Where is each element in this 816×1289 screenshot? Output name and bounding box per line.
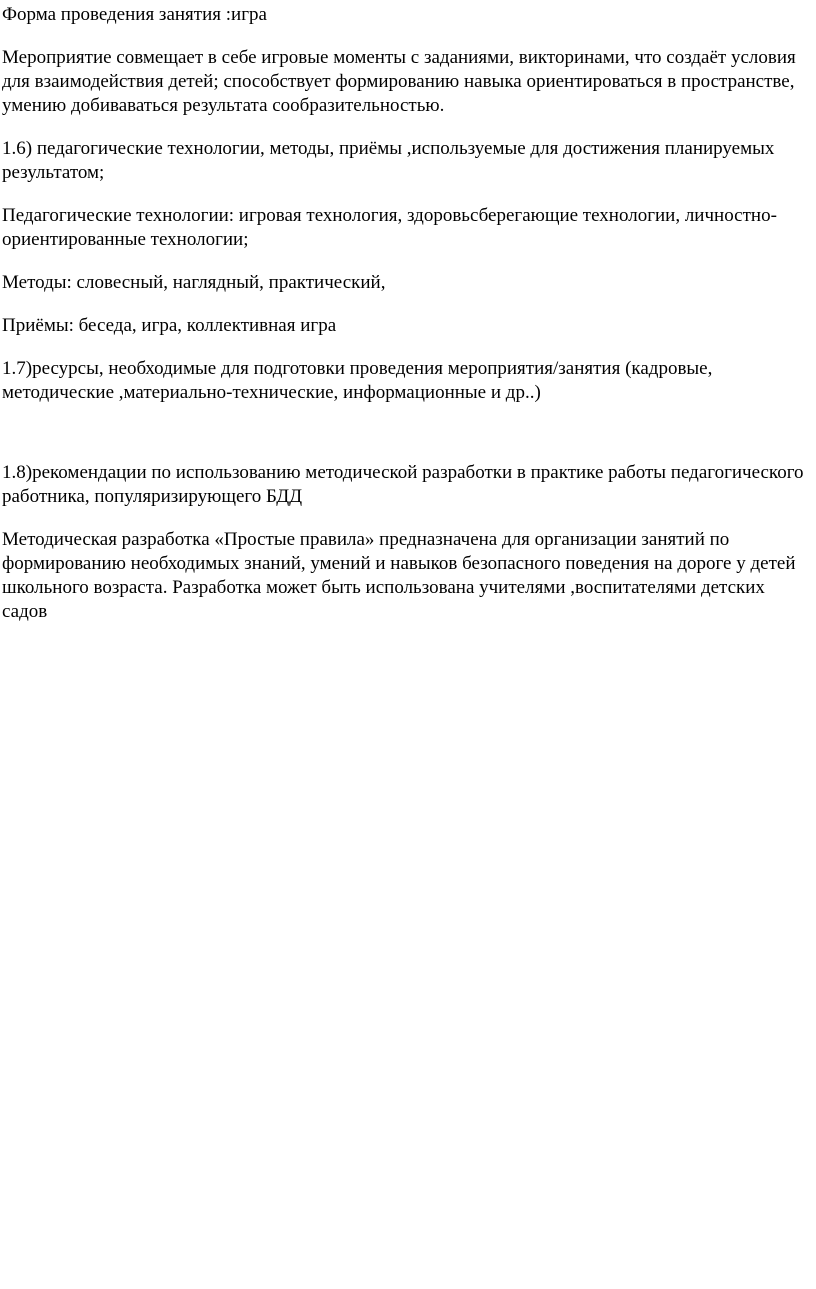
- event-description-paragraph: Мероприятие совмещает в себе игровые моменты с заданиями, викторинами, что создаёт условия для взаимодействия детей; способствует формированию навыка ориентироваться в пространстве, умению добиваваться результата сообразительностью.: [2, 47, 796, 116]
- pedagogical-technologies-paragraph: Педагогические технологии: игровая технология, здоровьсберегающие технологии, личностно-ориентированные технологии;: [2, 205, 777, 250]
- section-1-7-heading: 1.7)ресурсы, необходимые для подготовки проведения мероприятия/занятия (кадровые, методические ,материально-технические, информационные и др..): [2, 358, 713, 403]
- section-1-8-heading: 1.8)рекомендации по использованию методической разработки в практике работы педагогического работника, популяризирующего БДД: [2, 462, 804, 507]
- section-1-6-heading: 1.6) педагогические технологии, методы, приёмы ,используемые для достижения планируемых результатом;: [2, 138, 775, 183]
- lesson-form-line: Форма проведения занятия :игра: [2, 4, 267, 25]
- techniques-paragraph: Приёмы: беседа, игра, коллективная игра: [2, 315, 337, 336]
- methodical-development-paragraph: Методическая разработка «Простые правила» предназначена для организации занятий по формированию необходимых знаний, умений и навыков безопасного поведения на дороге у детей школьного возраста. Разработка может быть использована учителями ,воспитателями детских садов: [2, 529, 796, 622]
- methods-paragraph: Методы: словесный, наглядный, практический,: [2, 272, 386, 293]
